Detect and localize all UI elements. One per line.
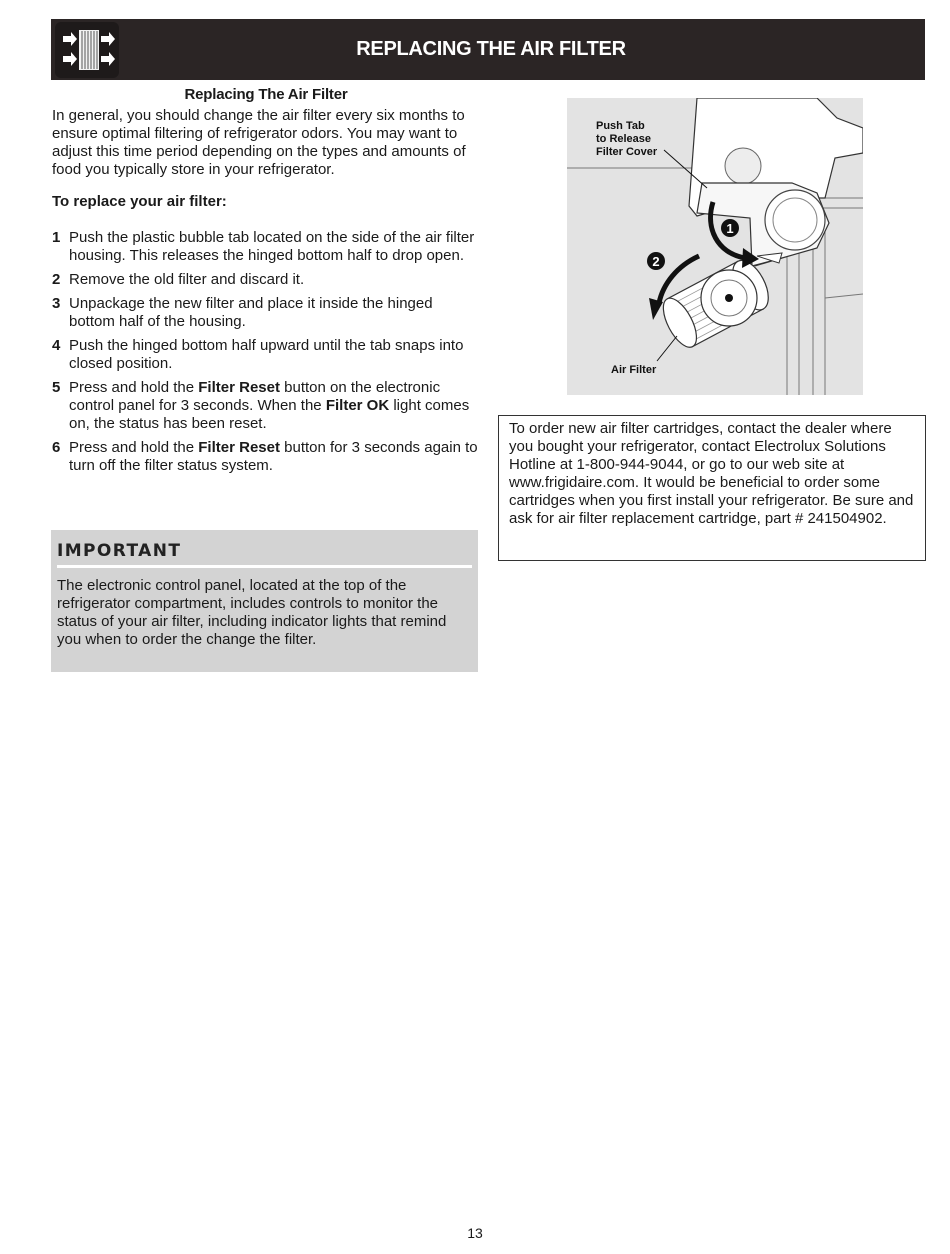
step-text: Remove the old filter and discard it. [69, 271, 305, 288]
important-divider [57, 565, 472, 568]
step-item [52, 379, 480, 433]
step-text: Push the plastic bubble tab located on the side of the air filter housing. This releases the hinged bottom half to drop open. [69, 229, 475, 264]
step-number: 1 [52, 229, 61, 246]
step-text-part: Press and hold the [69, 379, 199, 396]
steps-list [52, 229, 480, 475]
instructions-column [52, 86, 480, 481]
order-info-box [498, 415, 926, 561]
step-text-part: button for 3 seconds again to turn off the filter status system. [69, 439, 478, 474]
page-title: REPLACING THE AIR FILTER [356, 38, 626, 60]
section-header [51, 19, 925, 80]
page-number: 13 [467, 1225, 483, 1241]
step-item [52, 337, 480, 373]
section-subhead: Replacing The Air Filter [184, 86, 348, 103]
step-1-label: 1 [726, 221, 734, 236]
step-number: 5 [52, 379, 61, 396]
step-2-label: 2 [652, 254, 660, 269]
step-text-part: button on the electronic control panel for 3 seconds. When the [69, 379, 441, 414]
important-title: IMPORTANT [57, 541, 182, 561]
air-filter-illustration [567, 98, 863, 395]
filter-reset-term: Filter Reset [198, 439, 280, 456]
important-notice [51, 530, 478, 672]
intro-paragraph: In general, you should change the air filter every six months to ensure optimal filtering of refrigerator odors. You may want to adjust this time period depending on the types and amounts of food you typically store in your refrigerator. [52, 107, 466, 178]
step-text-part: Press and hold the [69, 439, 199, 456]
step-text: Push the hinged bottom half upward until the tab snaps into closed position. [69, 337, 464, 372]
important-text: The electronic control panel, located at the top of the refrigerator compartment, includes controls to monitor the status of your air filter, including indicator lights that remind you when to order the change the filter. [57, 577, 447, 648]
step-number: 6 [52, 439, 61, 456]
step-item [52, 271, 480, 289]
step-text-part: light comes on, the status has been reset. [69, 397, 470, 432]
step-item [52, 295, 480, 331]
step-number: 2 [52, 271, 61, 288]
step-text: Unpackage the new filter and place it inside the hinged bottom half of the housing. [69, 295, 433, 330]
step-number: 3 [52, 295, 61, 312]
step-number: 4 [52, 337, 61, 354]
step-text [69, 439, 478, 474]
order-info-text: To order new air filter cartridges, contact the dealer where you bought your refrigerator, contact Electrolux Solutions Hotline at 1-800-944-9044, or go to our web site at www.frigidaire.com. It would be beneficial to order some cartridges when you first install your refrigerator. Be sure and ask for air filter replacement cartridge, part # 241504902. [509, 420, 914, 527]
push-tab-label-line3: Filter Cover [596, 146, 658, 158]
steps-heading: To replace your air filter: [52, 193, 227, 210]
air-filter-label: Air Filter [611, 364, 657, 376]
push-tab-label-line1: Push Tab [596, 120, 645, 132]
filter-reset-term: Filter Reset [198, 379, 280, 396]
filter-ok-term: Filter OK [325, 397, 390, 414]
step-item [52, 229, 480, 265]
step-item [52, 439, 480, 475]
step-text [69, 379, 469, 432]
push-tab-label-line2: to Release [596, 133, 652, 145]
